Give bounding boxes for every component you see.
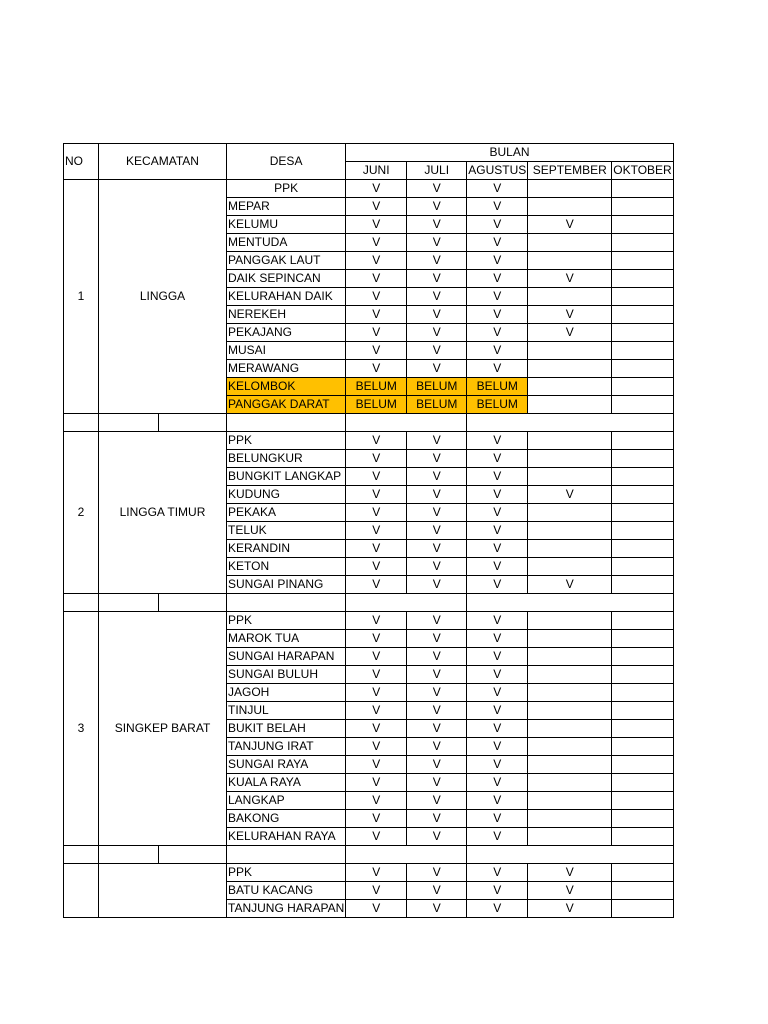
status-cell-september[interactable]: [528, 774, 612, 792]
status-cell-juni[interactable]: V: [346, 792, 407, 810]
status-cell-agustus[interactable]: V: [467, 450, 528, 468]
status-cell-september[interactable]: [528, 828, 612, 846]
status-cell-juli[interactable]: V: [407, 738, 467, 756]
kecamatan-name[interactable]: LINGGA TIMUR: [99, 432, 227, 594]
status-cell-juli[interactable]: V: [407, 810, 467, 828]
status-cell-juni[interactable]: V: [346, 252, 407, 270]
status-cell-oktober[interactable]: [612, 810, 673, 828]
status-cell-oktober[interactable]: [612, 882, 673, 900]
status-cell-september[interactable]: [528, 558, 612, 576]
desa-name[interactable]: PANGGAK LAUT: [227, 252, 346, 270]
status-cell-juli[interactable]: V: [407, 684, 467, 702]
status-cell-september[interactable]: V: [528, 900, 612, 918]
separator-row: [64, 846, 674, 864]
status-cell-oktober[interactable]: [612, 756, 673, 774]
status-cell-juni[interactable]: V: [346, 882, 407, 900]
status-cell-agustus[interactable]: V: [467, 612, 528, 630]
status-cell-september[interactable]: [528, 666, 612, 684]
status-cell-september[interactable]: V: [528, 306, 612, 324]
status-cell-juli[interactable]: V: [407, 234, 467, 252]
group-number[interactable]: [64, 864, 99, 918]
status-cell-september[interactable]: [528, 738, 612, 756]
desa-name[interactable]: MUSAI: [227, 342, 346, 360]
status-cell-juni[interactable]: V: [346, 486, 407, 504]
status-cell-juni[interactable]: V: [346, 864, 407, 882]
status-cell-oktober[interactable]: [612, 486, 673, 504]
status-cell-juni[interactable]: V: [346, 576, 407, 594]
empty-cell[interactable]: [159, 414, 227, 432]
desa-name[interactable]: TINJUL: [227, 702, 346, 720]
desa-name[interactable]: NEREKEH: [227, 306, 346, 324]
status-cell-agustus[interactable]: V: [467, 828, 528, 846]
status-cell-agustus[interactable]: V: [467, 630, 528, 648]
group-number[interactable]: 1: [64, 180, 99, 414]
status-cell-oktober[interactable]: [612, 792, 673, 810]
empty-cell[interactable]: [159, 594, 227, 612]
table-row: [64, 180, 674, 198]
status-cell-september[interactable]: [528, 648, 612, 666]
status-cell-september[interactable]: [528, 756, 612, 774]
status-cell-juni[interactable]: V: [346, 720, 407, 738]
empty-cell[interactable]: [64, 594, 99, 612]
empty-cell[interactable]: [64, 846, 99, 864]
status-cell-juni[interactable]: BELUM: [346, 378, 407, 396]
status-cell-juli[interactable]: V: [407, 792, 467, 810]
status-cell-september[interactable]: [528, 252, 612, 270]
status-cell-oktober[interactable]: [612, 666, 673, 684]
status-cell-oktober[interactable]: [612, 576, 673, 594]
status-cell-juli[interactable]: V: [407, 900, 467, 918]
separator-row: [64, 594, 674, 612]
status-cell-agustus[interactable]: V: [467, 882, 528, 900]
status-cell-september[interactable]: [528, 630, 612, 648]
desa-name[interactable]: PANGGAK DARAT: [227, 396, 346, 414]
status-cell-oktober[interactable]: [612, 468, 673, 486]
desa-name[interactable]: PPK: [227, 432, 346, 450]
status-cell-juni[interactable]: V: [346, 360, 407, 378]
status-cell-oktober[interactable]: [612, 216, 673, 234]
status-cell-september[interactable]: [528, 360, 612, 378]
desa-name[interactable]: KETON: [227, 558, 346, 576]
status-cell-oktober[interactable]: [612, 270, 673, 288]
status-cell-oktober[interactable]: [612, 180, 673, 198]
status-cell-september[interactable]: [528, 612, 612, 630]
status-cell-juni[interactable]: V: [346, 738, 407, 756]
table-row: [64, 612, 674, 630]
status-cell-juni[interactable]: V: [346, 648, 407, 666]
status-cell-september[interactable]: [528, 378, 612, 396]
status-cell-juni[interactable]: V: [346, 342, 407, 360]
status-cell-september[interactable]: V: [528, 576, 612, 594]
status-cell-agustus[interactable]: V: [467, 666, 528, 684]
desa-name[interactable]: KUALA RAYA: [227, 774, 346, 792]
status-cell-oktober[interactable]: [612, 522, 673, 540]
status-cell-agustus[interactable]: BELUM: [467, 378, 528, 396]
status-cell-juni[interactable]: V: [346, 900, 407, 918]
status-cell-agustus[interactable]: V: [467, 522, 528, 540]
status-cell-juli[interactable]: V: [407, 702, 467, 720]
desa-name[interactable]: TANJUNG IRAT: [227, 738, 346, 756]
status-cell-juli[interactable]: V: [407, 666, 467, 684]
status-cell-agustus[interactable]: V: [467, 900, 528, 918]
status-cell-oktober[interactable]: [612, 702, 673, 720]
desa-name[interactable]: BUKIT BELAH: [227, 720, 346, 738]
desa-name[interactable]: PPK: [227, 612, 346, 630]
desa-name[interactable]: LANGKAP: [227, 792, 346, 810]
status-cell-oktober[interactable]: [612, 450, 673, 468]
desa-name[interactable]: BUNGKIT LANGKAP: [227, 468, 346, 486]
status-cell-agustus[interactable]: V: [467, 864, 528, 882]
status-cell-september[interactable]: [528, 468, 612, 486]
status-cell-juni[interactable]: V: [346, 540, 407, 558]
status-cell-oktober[interactable]: [612, 378, 673, 396]
status-cell-juli[interactable]: V: [407, 288, 467, 306]
status-cell-agustus[interactable]: V: [467, 432, 528, 450]
status-cell-juli[interactable]: V: [407, 360, 467, 378]
desa-name[interactable]: PEKAJANG: [227, 324, 346, 342]
empty-cell[interactable]: [64, 414, 99, 432]
status-cell-oktober[interactable]: [612, 612, 673, 630]
header-month-september[interactable]: SEPTEMBER: [528, 162, 612, 180]
empty-cell[interactable]: [227, 414, 346, 432]
status-cell-juli[interactable]: V: [407, 828, 467, 846]
status-cell-juni[interactable]: V: [346, 270, 407, 288]
status-cell-agustus[interactable]: V: [467, 324, 528, 342]
status-cell-juli[interactable]: BELUM: [407, 378, 467, 396]
status-cell-oktober[interactable]: [612, 684, 673, 702]
status-cell-september[interactable]: V: [528, 324, 612, 342]
status-cell-september[interactable]: [528, 396, 612, 414]
status-cell-september[interactable]: [528, 810, 612, 828]
status-cell-september[interactable]: [528, 540, 612, 558]
status-cell-juni[interactable]: V: [346, 756, 407, 774]
header-desa[interactable]: DESA: [227, 144, 346, 180]
status-cell-juni[interactable]: V: [346, 558, 407, 576]
status-cell-juli[interactable]: V: [407, 540, 467, 558]
status-cell-oktober[interactable]: [612, 324, 673, 342]
header-kecamatan[interactable]: KECAMATAN: [99, 144, 227, 180]
status-cell-agustus[interactable]: V: [467, 576, 528, 594]
status-cell-juni[interactable]: V: [346, 234, 407, 252]
group-number[interactable]: 2: [64, 432, 99, 594]
empty-cell[interactable]: [467, 594, 673, 612]
status-cell-juli[interactable]: BELUM: [407, 396, 467, 414]
monitoring-table: [63, 143, 674, 918]
status-cell-oktober[interactable]: [612, 738, 673, 756]
desa-name[interactable]: MENTUDA: [227, 234, 346, 252]
status-cell-oktober[interactable]: [612, 648, 673, 666]
status-cell-juli[interactable]: V: [407, 432, 467, 450]
status-cell-juli[interactable]: V: [407, 558, 467, 576]
table-body: [64, 144, 674, 918]
empty-cell[interactable]: [346, 846, 467, 864]
status-cell-agustus[interactable]: V: [467, 558, 528, 576]
kecamatan-name[interactable]: SINGKEP BARAT: [99, 612, 227, 846]
status-cell-juli[interactable]: V: [407, 450, 467, 468]
status-cell-september[interactable]: [528, 522, 612, 540]
status-cell-juni[interactable]: V: [346, 324, 407, 342]
status-cell-agustus[interactable]: V: [467, 270, 528, 288]
status-cell-juni[interactable]: V: [346, 468, 407, 486]
empty-cell[interactable]: [99, 414, 159, 432]
status-cell-agustus[interactable]: V: [467, 216, 528, 234]
desa-name[interactable]: BATU KACANG: [227, 882, 346, 900]
desa-name[interactable]: KELURAHAN RAYA: [227, 828, 346, 846]
status-cell-juli[interactable]: V: [407, 882, 467, 900]
kecamatan-name[interactable]: [99, 864, 227, 918]
status-cell-juni[interactable]: V: [346, 216, 407, 234]
desa-name[interactable]: PEKAKA: [227, 504, 346, 522]
status-cell-oktober[interactable]: [612, 828, 673, 846]
status-cell-juli[interactable]: V: [407, 774, 467, 792]
empty-cell[interactable]: [227, 846, 346, 864]
status-cell-agustus[interactable]: V: [467, 648, 528, 666]
status-cell-september[interactable]: [528, 288, 612, 306]
status-cell-agustus[interactable]: V: [467, 306, 528, 324]
status-cell-oktober[interactable]: [612, 288, 673, 306]
desa-name[interactable]: PPK: [227, 180, 346, 198]
header-month-agustus[interactable]: AGUSTUS: [467, 162, 528, 180]
status-cell-oktober[interactable]: [612, 252, 673, 270]
status-cell-juli[interactable]: V: [407, 252, 467, 270]
status-cell-agustus[interactable]: V: [467, 738, 528, 756]
status-cell-juli[interactable]: V: [407, 486, 467, 504]
desa-name[interactable]: KELOMBOK: [227, 378, 346, 396]
status-cell-juni[interactable]: V: [346, 450, 407, 468]
status-cell-juni[interactable]: V: [346, 432, 407, 450]
status-cell-agustus[interactable]: V: [467, 774, 528, 792]
empty-cell[interactable]: [159, 846, 227, 864]
status-cell-juni[interactable]: BELUM: [346, 396, 407, 414]
status-cell-agustus[interactable]: V: [467, 234, 528, 252]
desa-name[interactable]: TELUK: [227, 522, 346, 540]
status-cell-oktober[interactable]: [612, 630, 673, 648]
status-cell-september[interactable]: [528, 234, 612, 252]
status-cell-oktober[interactable]: [612, 306, 673, 324]
desa-name[interactable]: BAKONG: [227, 810, 346, 828]
status-cell-september[interactable]: V: [528, 216, 612, 234]
desa-name[interactable]: JAGOH: [227, 684, 346, 702]
status-cell-september[interactable]: [528, 450, 612, 468]
desa-name[interactable]: BELUNGKUR: [227, 450, 346, 468]
empty-cell[interactable]: [99, 846, 159, 864]
empty-cell[interactable]: [346, 594, 467, 612]
status-cell-oktober[interactable]: [612, 342, 673, 360]
kecamatan-name[interactable]: LINGGA: [99, 180, 227, 414]
status-cell-juni[interactable]: V: [346, 306, 407, 324]
status-cell-juni[interactable]: V: [346, 288, 407, 306]
status-cell-agustus[interactable]: V: [467, 684, 528, 702]
desa-name[interactable]: SUNGAI BULUH: [227, 666, 346, 684]
status-cell-agustus[interactable]: V: [467, 702, 528, 720]
status-cell-agustus[interactable]: V: [467, 288, 528, 306]
status-cell-juli[interactable]: V: [407, 522, 467, 540]
status-cell-september[interactable]: [528, 198, 612, 216]
status-cell-juni[interactable]: V: [346, 504, 407, 522]
status-cell-september[interactable]: [528, 180, 612, 198]
status-cell-september[interactable]: [528, 792, 612, 810]
status-cell-juli[interactable]: V: [407, 180, 467, 198]
empty-cell[interactable]: [467, 846, 673, 864]
status-cell-juni[interactable]: V: [346, 612, 407, 630]
status-cell-oktober[interactable]: [612, 774, 673, 792]
status-cell-agustus[interactable]: V: [467, 180, 528, 198]
status-cell-juni[interactable]: V: [346, 774, 407, 792]
status-cell-juli[interactable]: V: [407, 306, 467, 324]
status-cell-agustus[interactable]: V: [467, 504, 528, 522]
status-cell-agustus[interactable]: V: [467, 198, 528, 216]
status-cell-juni[interactable]: V: [346, 702, 407, 720]
status-cell-juli[interactable]: V: [407, 648, 467, 666]
desa-name[interactable]: MERAWANG: [227, 360, 346, 378]
empty-cell[interactable]: [227, 594, 346, 612]
header-row-1: [64, 144, 674, 162]
desa-name[interactable]: TANJUNG HARAPAN: [227, 900, 346, 918]
status-cell-agustus[interactable]: V: [467, 486, 528, 504]
status-cell-oktober[interactable]: [612, 198, 673, 216]
status-cell-oktober[interactable]: [612, 360, 673, 378]
status-cell-oktober[interactable]: [612, 864, 673, 882]
status-cell-oktober[interactable]: [612, 720, 673, 738]
desa-name[interactable]: KELURAHAN DAIK: [227, 288, 346, 306]
status-cell-september[interactable]: V: [528, 882, 612, 900]
table-row: [64, 864, 674, 882]
header-month-oktober[interactable]: OKTOBER: [612, 162, 673, 180]
status-cell-agustus[interactable]: V: [467, 792, 528, 810]
desa-name[interactable]: KUDUNG: [227, 486, 346, 504]
status-cell-oktober[interactable]: [612, 558, 673, 576]
status-cell-juni[interactable]: V: [346, 630, 407, 648]
header-month-juli[interactable]: JULI: [407, 162, 467, 180]
status-cell-oktober[interactable]: [612, 396, 673, 414]
status-cell-agustus[interactable]: BELUM: [467, 396, 528, 414]
status-cell-agustus[interactable]: V: [467, 360, 528, 378]
desa-name[interactable]: DAIK SEPINCAN: [227, 270, 346, 288]
status-cell-juni[interactable]: V: [346, 828, 407, 846]
status-cell-juni[interactable]: V: [346, 684, 407, 702]
status-cell-juli[interactable]: V: [407, 720, 467, 738]
status-cell-september[interactable]: V: [528, 270, 612, 288]
status-cell-juni[interactable]: V: [346, 522, 407, 540]
status-cell-oktober[interactable]: [612, 504, 673, 522]
status-cell-oktober[interactable]: [612, 540, 673, 558]
header-bulan[interactable]: BULAN: [346, 144, 673, 162]
empty-cell[interactable]: [467, 414, 673, 432]
status-cell-agustus[interactable]: V: [467, 540, 528, 558]
empty-cell[interactable]: [346, 414, 467, 432]
status-cell-juli[interactable]: V: [407, 864, 467, 882]
desa-name[interactable]: KERANDIN: [227, 540, 346, 558]
desa-name[interactable]: MEPAR: [227, 198, 346, 216]
desa-name[interactable]: SUNGAI HARAPAN: [227, 648, 346, 666]
status-cell-juni[interactable]: V: [346, 810, 407, 828]
status-cell-oktober[interactable]: [612, 234, 673, 252]
header-month-juni[interactable]: JUNI: [346, 162, 407, 180]
status-cell-september[interactable]: [528, 504, 612, 522]
table-row: [64, 432, 674, 450]
status-cell-juli[interactable]: V: [407, 324, 467, 342]
separator-row: [64, 414, 674, 432]
status-cell-oktober[interactable]: [612, 432, 673, 450]
status-cell-juli[interactable]: V: [407, 342, 467, 360]
status-cell-september[interactable]: [528, 684, 612, 702]
status-cell-september[interactable]: [528, 702, 612, 720]
status-cell-juli[interactable]: V: [407, 504, 467, 522]
status-cell-september[interactable]: [528, 432, 612, 450]
status-cell-juli[interactable]: V: [407, 630, 467, 648]
status-cell-agustus[interactable]: V: [467, 342, 528, 360]
status-cell-juli[interactable]: V: [407, 198, 467, 216]
status-cell-september[interactable]: [528, 342, 612, 360]
status-cell-september[interactable]: [528, 720, 612, 738]
status-cell-juli[interactable]: V: [407, 270, 467, 288]
status-cell-juni[interactable]: V: [346, 666, 407, 684]
desa-name[interactable]: MAROK TUA: [227, 630, 346, 648]
status-cell-juli[interactable]: V: [407, 216, 467, 234]
status-cell-agustus[interactable]: V: [467, 720, 528, 738]
status-cell-agustus[interactable]: V: [467, 468, 528, 486]
status-cell-september[interactable]: V: [528, 864, 612, 882]
empty-cell[interactable]: [99, 594, 159, 612]
status-cell-september[interactable]: V: [528, 486, 612, 504]
status-cell-juni[interactable]: V: [346, 180, 407, 198]
status-cell-juli[interactable]: V: [407, 612, 467, 630]
header-no[interactable]: NO: [64, 144, 99, 180]
status-cell-agustus[interactable]: V: [467, 810, 528, 828]
desa-name[interactable]: SUNGAI RAYA: [227, 756, 346, 774]
desa-name[interactable]: PPK: [227, 864, 346, 882]
desa-name[interactable]: KELUMU: [227, 216, 346, 234]
desa-name[interactable]: SUNGAI PINANG: [227, 576, 346, 594]
status-cell-juli[interactable]: V: [407, 576, 467, 594]
status-cell-juli[interactable]: V: [407, 756, 467, 774]
status-cell-juni[interactable]: V: [346, 198, 407, 216]
status-cell-agustus[interactable]: V: [467, 756, 528, 774]
status-cell-juli[interactable]: V: [407, 468, 467, 486]
group-number[interactable]: 3: [64, 612, 99, 846]
status-cell-agustus[interactable]: V: [467, 252, 528, 270]
status-cell-oktober[interactable]: [612, 900, 673, 918]
